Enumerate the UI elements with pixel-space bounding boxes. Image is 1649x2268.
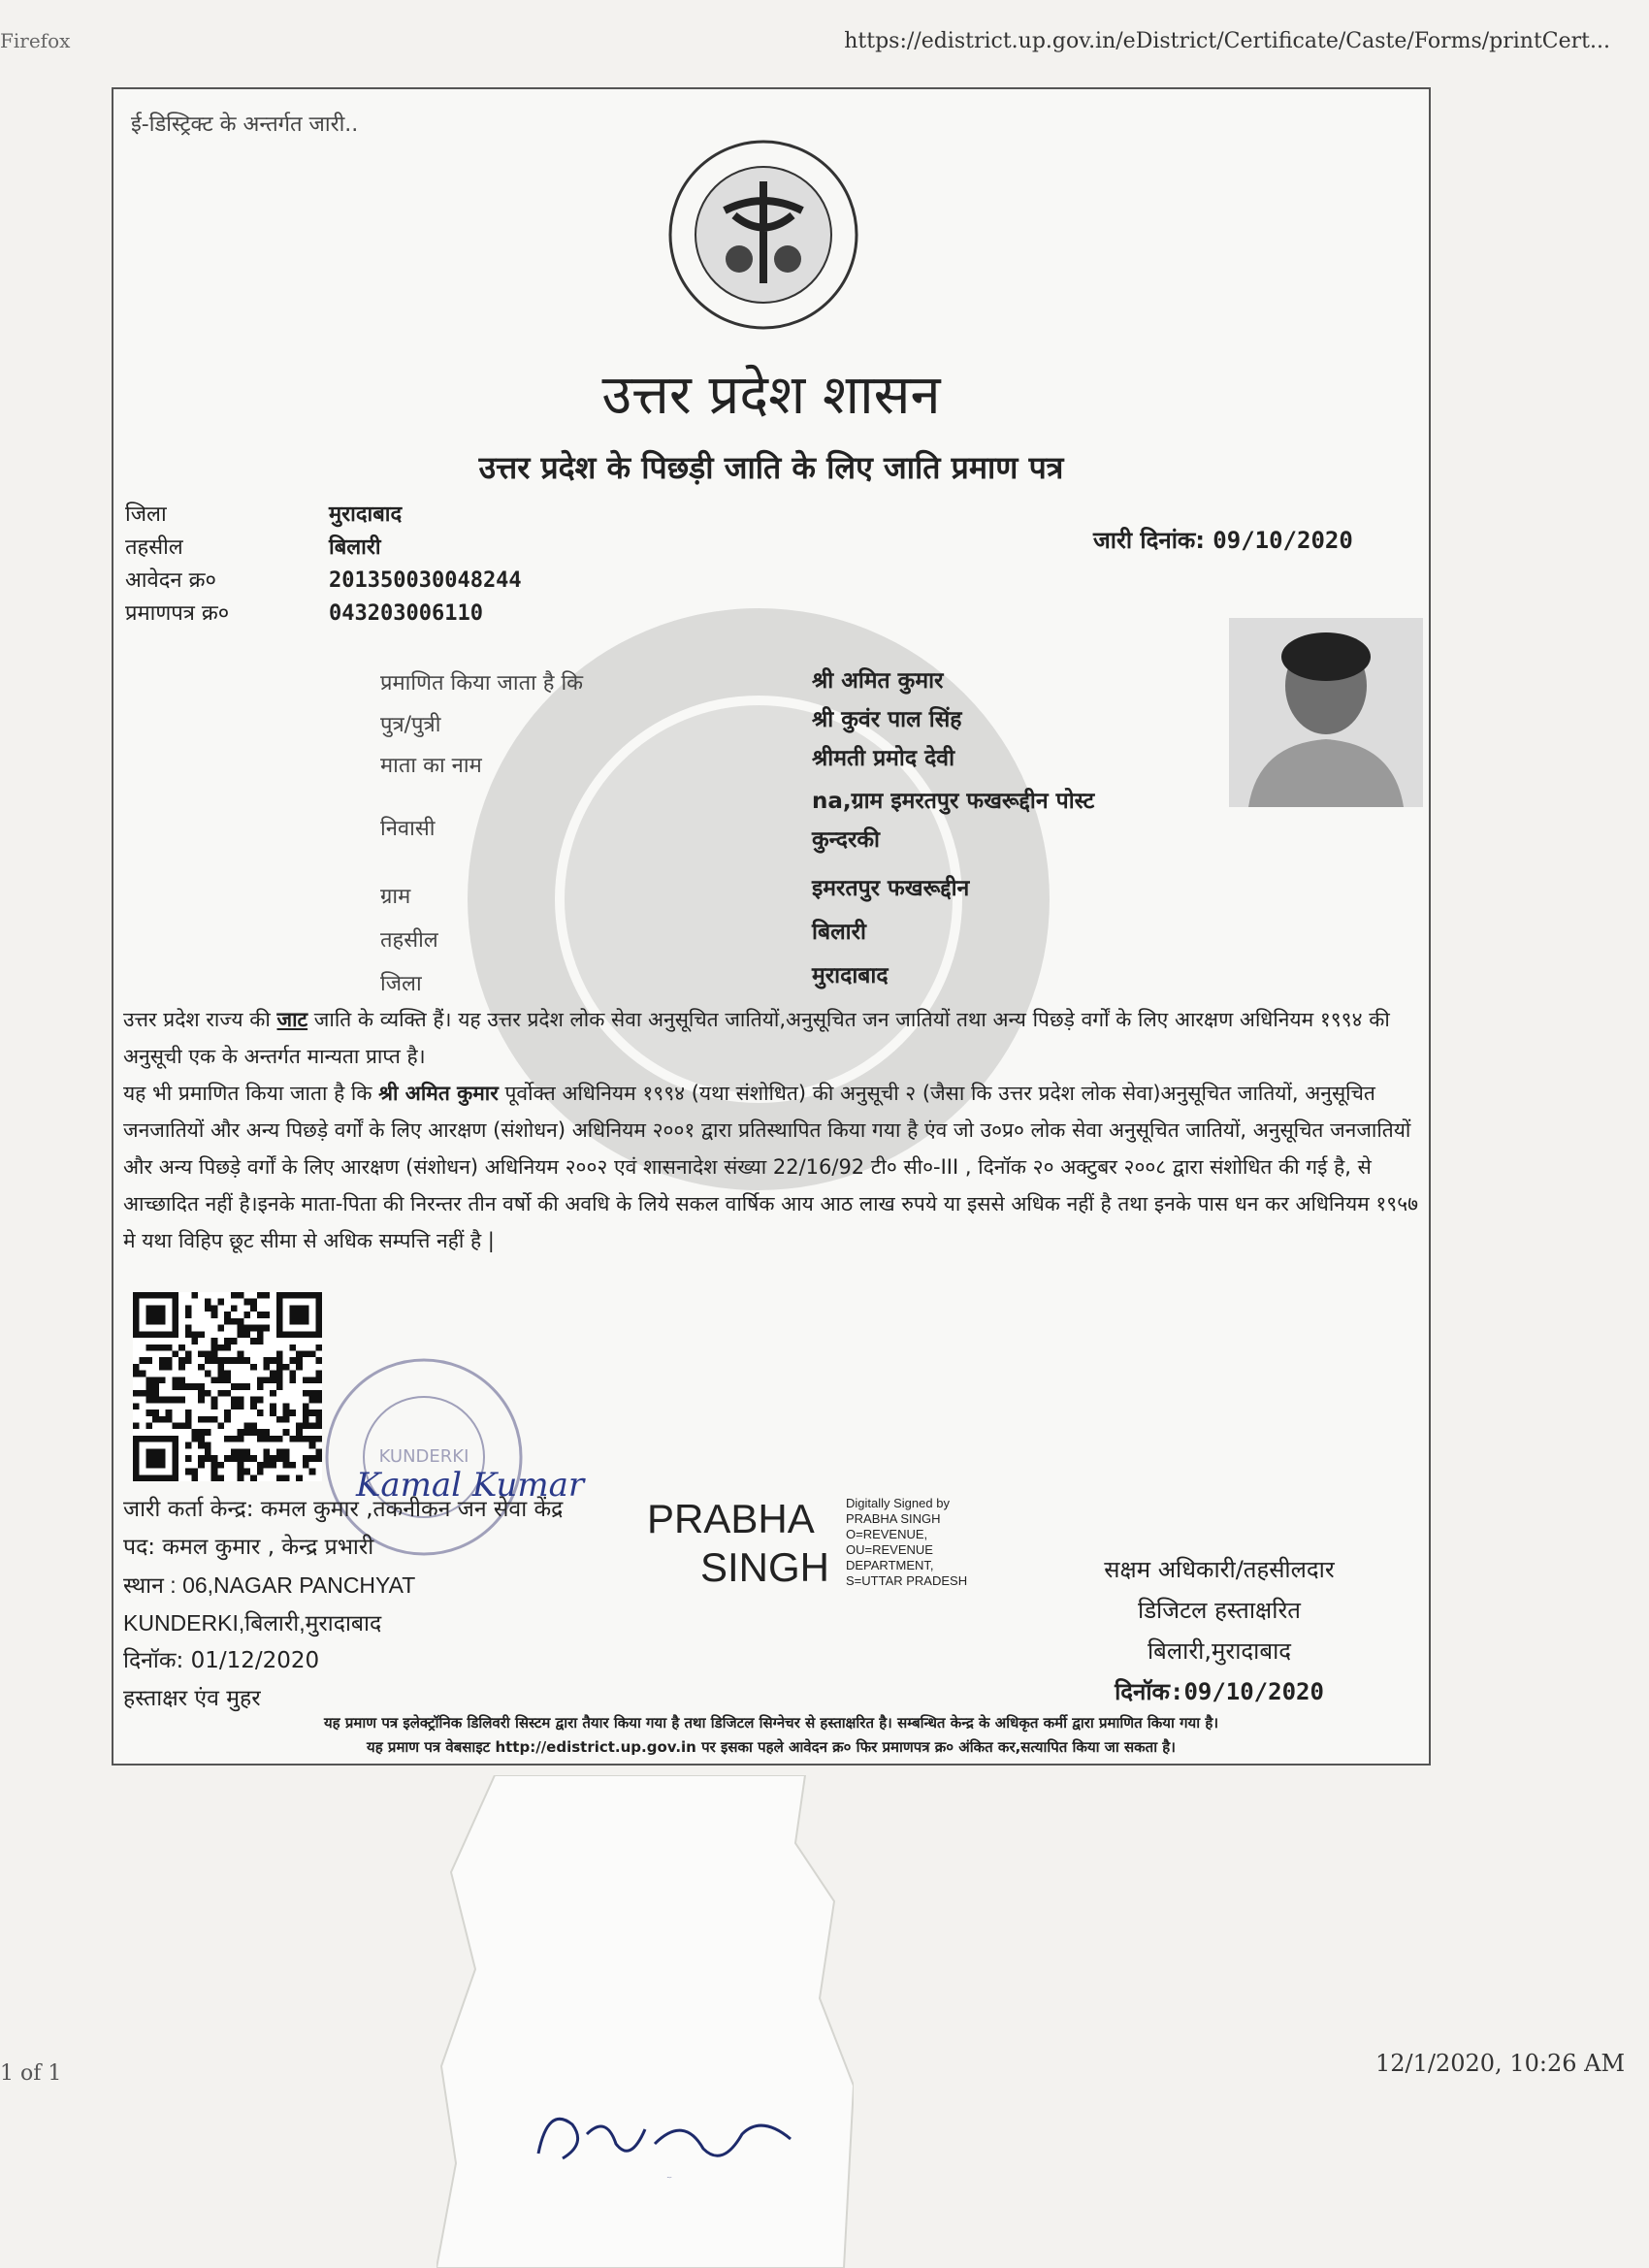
certificate-footer [113,1711,1429,1760]
dsig-details [846,1496,967,1589]
dsig-detail: S=UTTAR PRADESH [846,1573,968,1588]
tehsil-value: बिलारी [329,535,381,560]
officer-title: सक्षम अधिकारी/तहसीलदार [1104,1556,1335,1583]
village-value: इमरतपुर फखरूद्दीन [812,876,970,901]
officer-date: दिनॉक:09/10/2020 [1115,1678,1324,1705]
village-label: ग्राम [380,885,411,909]
applicant-name: श्री अमित कुमार [812,668,944,694]
issue-date-label: जारी दिनांक: [1093,527,1205,554]
body-p1-start: उत्तर प्रदेश राज्य की [123,1008,271,1031]
tehsil-detail-label: तहसील [380,928,438,953]
dsig-name-line1: PRABHA [647,1496,815,1541]
officer-place: बिलारी,मुरादाबाद [1147,1637,1292,1665]
dsig-name-line2: SINGH [700,1544,830,1590]
dsig-detail: DEPARTMENT, [846,1558,934,1572]
certificate-no-label: प्रमाणपत्र क्र० [125,601,230,626]
browser-app-name: Firefox [0,29,71,52]
issuer-handwritten-signature [337,1442,589,1520]
page-count: 1 of 1 [0,2061,62,2086]
svg-text:अमित कुमार: अमित कुमार [666,2178,672,2179]
applicant-photo [1229,618,1423,807]
footer-line-2: यह प्रमाण पत्र वेबसाइट http://edistrict.up.gov.in पर इसका पहले आवेदन क्र० फिर प्रमाणपत्र क्र० अंकित कर,सत्यापित किया जा सकता है। [367,1738,1176,1756]
page-url: https://edistrict.up.gov.in/eDistrict/Certificate/Caste/Forms/printCert... [844,29,1610,53]
up-government-emblem [666,138,860,332]
government-heading: उत्तर प्रदेश शासन [601,364,941,427]
dsig-detail: O=REVENUE, [846,1527,928,1541]
body-p2-end: पूर्वोक्त अधिनियम १९९४ (यथा संशोधित) की अनुसूची २ (जैसा कि उत्तर प्रदेश लोक सेवा)अनुसूचित जातियों, अनुसूचित जनजातियों और अन्य पिछड़े वर्गों के लिए आरक्षण (संशोधन) अधिनियम २००१ द्वारा प्रतिस्थापित किया गया है एंव जो उ०प्र० लोक सेवा अनुसूचित जातियों, अनुसूचित जनजातियों और अन्य पिछड़े वर्गों के लिए आरक्षण (संशोधन) अधिनियम २००२ एवं शासनादेश संख्या 22/16/92 टी० सी०-III , दिनॉक २० अक्टुबर २००८ द्वारा संशोधित की गई है, से आच्छादित नहीं है।इनके माता-पिता की निरन्तर तीन वर्षो की अवधि के लिये सकल वार्षिक आय आठ लाख रुपये या इससे अधिक नहीं है तथा इनके पास धन कर अधिनियम १९५७ मे यथा विहिप छूट सीमा से अधिक सम्पत्ति नहीं है | [123,1082,1419,1252]
district-detail-value: मुरादाबाद [812,963,889,988]
officer-block [1064,1549,1374,1712]
footer-line-1: यह प्रमाण पत्र इलेक्ट्रॉनिक डिलिवरी सिस्टम द्वारा तैयार किया गया है तथा डिजिटल सिग्नेचर से हस्ताक्षरित है। सम्बन्धित केन्द्र के अधिकृत कर्मी द्वारा प्रमाणित किया गया है। [323,1714,1219,1732]
district-detail-label: जिला [380,972,422,996]
stamp-text: KUNDERKI [378,1446,469,1467]
caste-name: जाट [276,1008,308,1031]
svg-text:Kamal Kumar: Kamal Kumar [356,1466,585,1505]
tehsil-label: तहसील [125,535,183,560]
resident-line1: na,ग्राम इमरतपुर फखरूद्दीन पोस्ट [812,789,1095,814]
application-no-label: आवेदन क्र० [125,568,216,593]
body-p2-start: यह भी प्रमाणित किया जाता है कि [123,1082,372,1105]
resident-label: निवासी [380,817,436,841]
print-timestamp: 12/1/2020, 10:26 AM [1375,2050,1626,2077]
father-label: पुत्र/पुत्री [380,713,441,737]
issue-date [1093,524,1353,556]
qr-code [133,1292,322,1481]
issuer-block [123,1491,563,1718]
dsig-detail: PRABHA SINGH [846,1511,941,1526]
issued-under-label: ई-डिस्ट्रिक्ट के अन्तर्गत जारी.. [131,113,359,137]
mother-label: माता का नाम [380,754,482,778]
application-no: 201350030048244 [329,568,522,593]
certificate-body [123,1001,1428,1259]
certificate-no: 043203006110 [329,601,483,626]
resident-line2: कुन्दरकी [812,827,881,853]
body-p1-end: जाति के व्यक्ति हैं। यह उत्तर प्रदेश लोक सेवा अनुसूचित जातियों,अनुसूचित जन जातियों तथा अन्य पिछड़े वर्गों के लिए आरक्षण अधिनियम १९९४ की अनुसूची एक के अन्तर्गत मान्यता प्राप्त है। [123,1008,1390,1068]
issue-date-value: 09/10/2020 [1212,527,1353,554]
torn-paper-patch [436,1775,854,2268]
sign-seal-label: हस्ताक्षर एंव मुहर [123,1686,261,1711]
dsig-detail: OU=REVENUE [846,1542,933,1557]
caste-certificate [112,87,1431,1766]
certificate-title: उत्तर प्रदेश के पिछड़ी जाति के लिए जाति प्रमाण पत्र [478,449,1064,486]
issuer-address: KUNDERKI,बिलारी,मुरादाबाद [123,1610,382,1636]
certified-label: प्रमाणित किया जाता है कि [380,671,584,696]
body-paragraph-2 [123,1075,1428,1259]
issuer-place: स्थान : 06,NAGAR PANCHYAT [123,1572,416,1598]
issuer-date: दिनॉक: 01/12/2020 [123,1648,320,1673]
district-label: जिला [125,502,167,527]
dsig-detail: Digitally Signed by [846,1496,950,1510]
applicant-handwritten-signature [519,2076,820,2183]
father-name: श्री कुवंर पाल सिंह [812,707,962,732]
district-value: मुरादाबाद [329,502,403,527]
body-applicant-name: श्री अमित कुमार [378,1082,499,1105]
mother-name: श्रीमती प्रमोद देवी [812,746,955,771]
body-paragraph-1 [123,1001,1428,1075]
tehsil-detail-value: बिलारी [812,920,867,945]
officer-signed: डिजिटल हस्ताक्षरित [1138,1597,1301,1624]
certificate-meta [125,499,522,631]
issuer-post: पद: कमल कुमार , केन्द्र प्रभारी [123,1535,374,1560]
issuer-center: जारी कर्ता केन्द्र: कमल कुमार ,तकनीकन जन सेवा केंद्र [123,1497,564,1522]
